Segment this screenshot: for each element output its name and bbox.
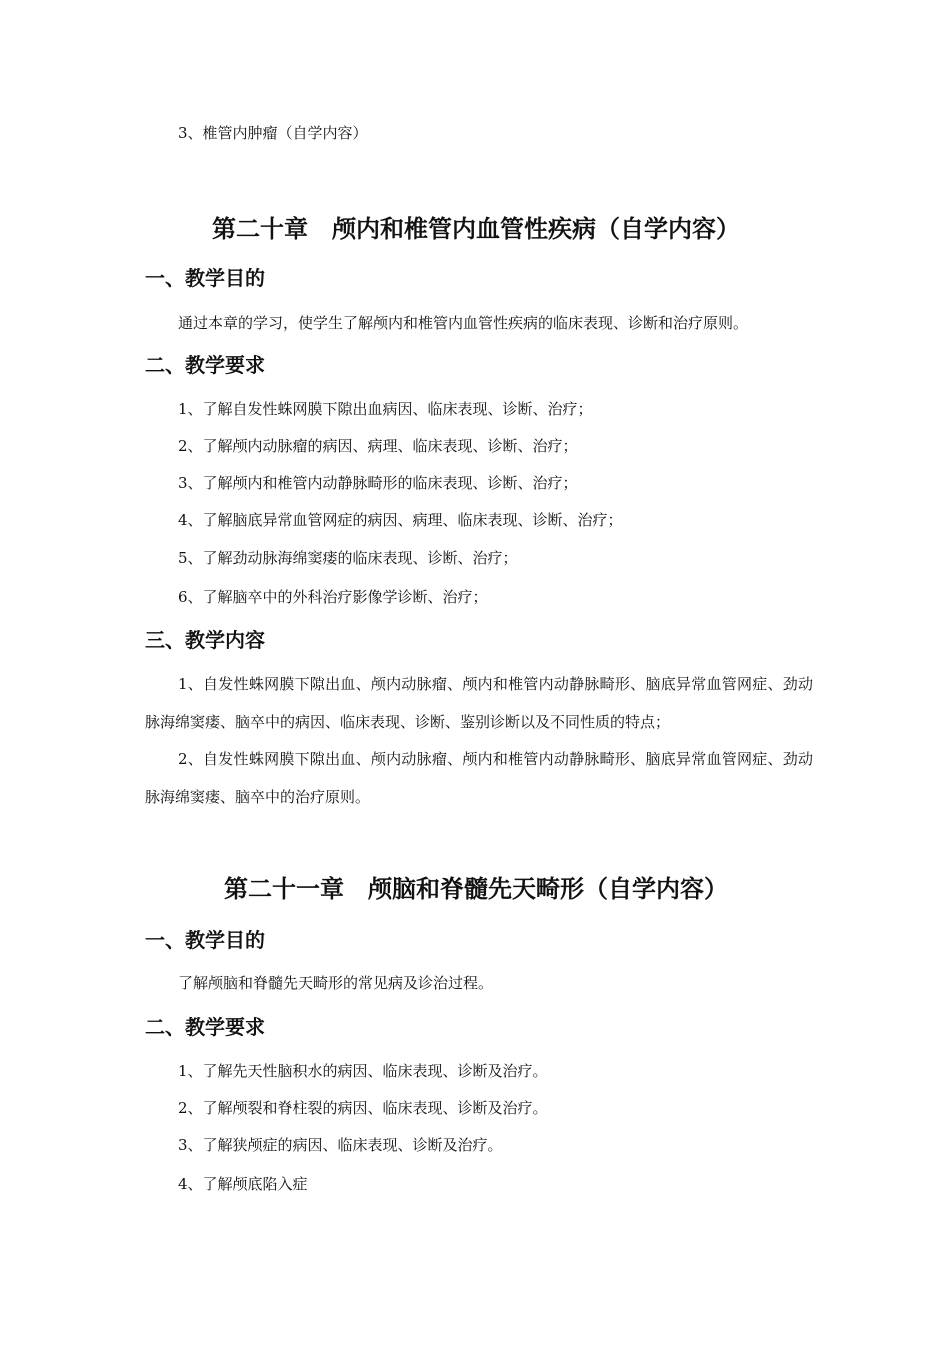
list-item: 5、了解劲动脉海绵窦瘘的临床表现、诊断、治疗； bbox=[178, 549, 518, 567]
list-item: 3、椎管内肿瘤（自学内容） bbox=[178, 124, 368, 142]
list-item: 1、了解自发性蛛网膜下隙出血病因、临床表现、诊断、治疗； bbox=[178, 400, 593, 418]
list-item: 4、了解颅底陷入症 bbox=[178, 1175, 308, 1193]
section-heading: 一、教学目的 bbox=[145, 928, 265, 952]
list-item: 4、了解脑底异常血管网症的病因、病理、临床表现、诊断、治疗； bbox=[178, 511, 623, 529]
chapter-title: 第二十一章 颅脑和脊髓先天畸形（自学内容） bbox=[224, 875, 728, 903]
list-item: 2、了解颅内动脉瘤的病因、病理、临床表现、诊断、治疗； bbox=[178, 437, 578, 455]
list-item: 2、了解颅裂和脊柱裂的病因、临床表现、诊断及治疗。 bbox=[178, 1099, 548, 1117]
section-heading: 二、教学要求 bbox=[145, 1015, 265, 1039]
chapter-title: 第二十章 颅内和椎管内血管性疾病（自学内容） bbox=[212, 215, 740, 243]
list-item: 1、了解先天性脑积水的病因、临床表现、诊断及治疗。 bbox=[178, 1062, 548, 1080]
section-heading: 二、教学要求 bbox=[145, 353, 265, 377]
list-item: 3、了解狭颅症的病因、临床表现、诊断及治疗。 bbox=[178, 1136, 503, 1154]
section-heading: 三、教学内容 bbox=[145, 628, 265, 652]
paragraph: 1、自发性蛛网膜下隙出血、颅内动脉瘤、颅内和椎管内动静脉畸形、脑底异常血管网症、劲动脉海绵窦瘘、脑卒中的病因、临床表现、诊断、鉴别诊断以及不同性质的特点； bbox=[145, 675, 813, 731]
section-heading: 一、教学目的 bbox=[145, 266, 265, 290]
paragraph: 通过本章的学习，使学生了解颅内和椎管内血管性疾病的临床表现、诊断和治疗原则。 bbox=[178, 314, 749, 332]
list-item: 6、了解脑卒中的外科治疗影像学诊断、治疗； bbox=[178, 588, 488, 606]
paragraph: 了解颅脑和脊髓先天畸形的常见病及诊治过程。 bbox=[178, 974, 494, 992]
list-item: 3、了解颅内和椎管内动静脉畸形的临床表现、诊断、治疗； bbox=[178, 474, 578, 492]
paragraph: 2、自发性蛛网膜下隙出血、颅内动脉瘤、颅内和椎管内动静脉畸形、脑底异常血管网症、劲动脉海绵窦瘘、脑卒中的治疗原则。 bbox=[145, 750, 813, 806]
